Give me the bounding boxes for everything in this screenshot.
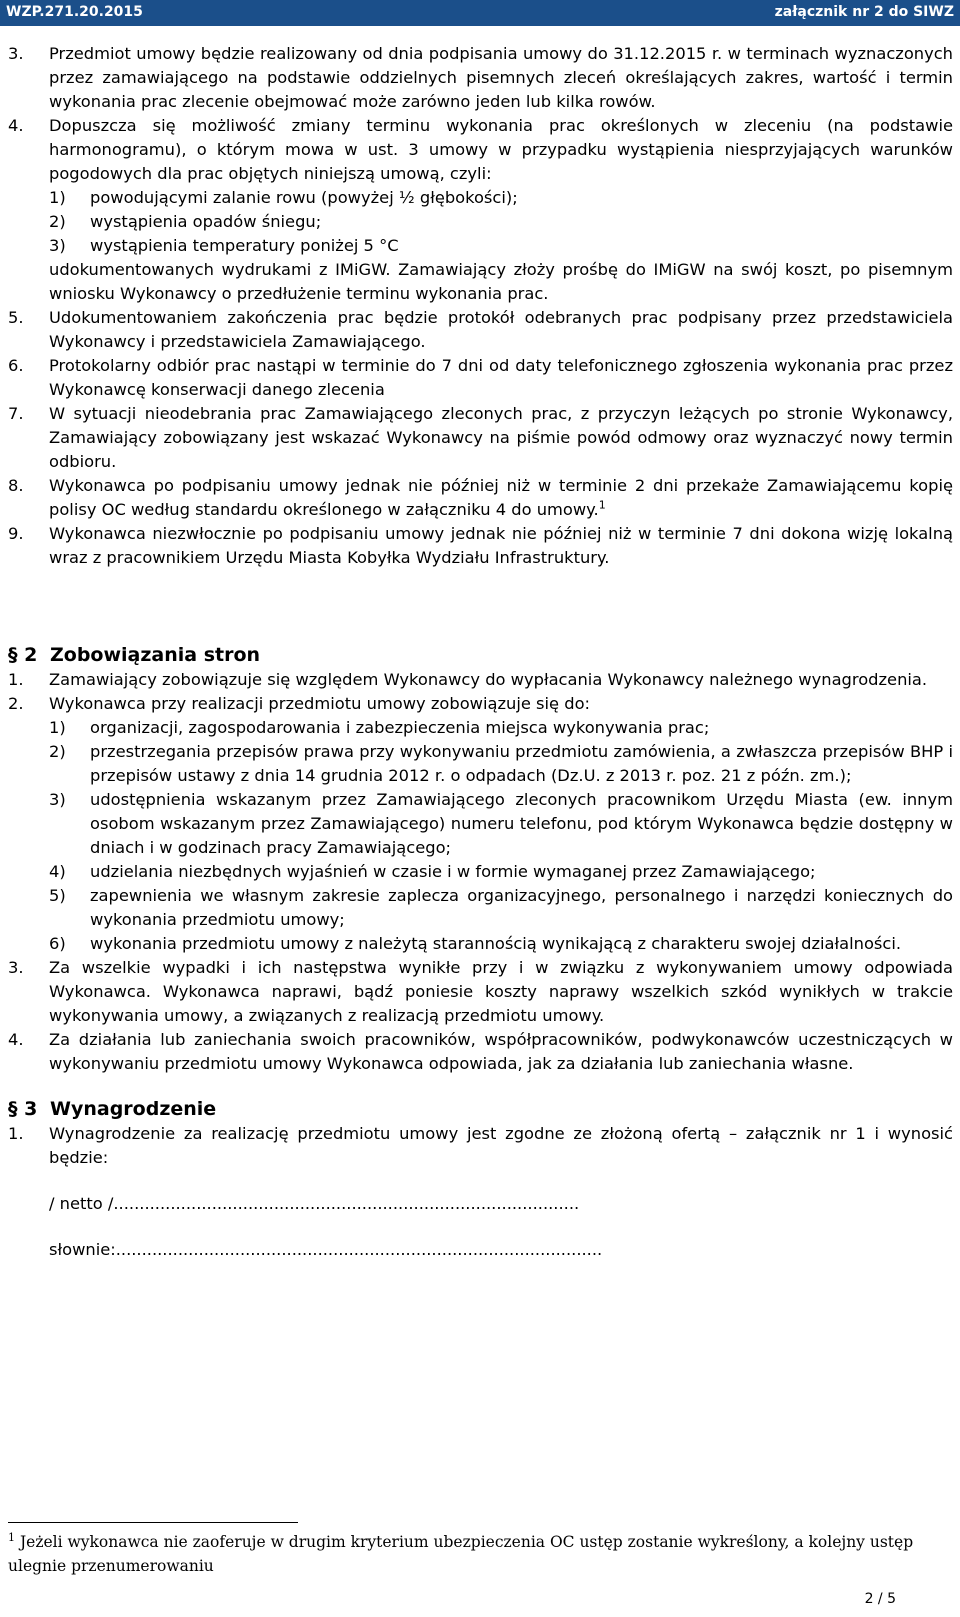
- clause-7: [8, 402, 953, 474]
- section-2-subitem-1: [49, 716, 953, 740]
- clause-text: Wykonawca po podpisaniu umowy jednak nie później niż w terminie 2 dni przekaże Zamawiającemu kopię polisy OC według standardu określonego w załączniku 4 do umowy.: [49, 476, 953, 519]
- clause-4: [8, 114, 953, 186]
- subitem-text: zapewnienia we własnym zakresie zaplecza organizacyjnego, personalnego i narzędzi koniecznych do wykonania przedmiotu umowy;: [90, 886, 953, 929]
- clause-9: [8, 522, 953, 570]
- subitem-text: organizacji, zagospodarowania i zabezpieczenia miejsca wykonywania prac;: [90, 718, 710, 737]
- section-2-subitem-6: [49, 932, 953, 956]
- subitem-number: 1): [49, 188, 66, 207]
- clause-text: Zamawiający zobowiązuje się względem Wykonawcy do wypłacania Wykonawcy należnego wynagrodzenia.: [49, 670, 928, 689]
- section-symbol: § 3: [8, 1098, 38, 1120]
- section-2-clause-1: [8, 668, 953, 692]
- section-2-clause-2: [8, 692, 953, 716]
- netto-amount-line: / netto /..........................................................................................: [49, 1194, 580, 1213]
- attachment-label: załącznik nr 2 do SIWZ: [774, 4, 954, 20]
- clause-text: Wykonawca przy realizacji przedmiotu umowy zobowiązuje się do:: [49, 694, 591, 713]
- subitem-number: 3): [49, 790, 66, 809]
- section-2-subitem-2: [49, 740, 953, 788]
- clause-text: Wynagrodzenie za realizację przedmiotu umowy jest zgodne ze złożoną ofertą – załącznik nr 1 i wynosić będzie:: [49, 1124, 953, 1167]
- clause-number: 3.: [8, 958, 24, 977]
- clause-number: 5.: [8, 308, 24, 327]
- clause-number: 6.: [8, 356, 24, 375]
- subitem-text: udostępnienia wskazanym przez Zamawiającego zleconych pracownikom Urzędu Miasta (ew. innym osobom wskazanym przez Zamawiającego) numeru telefonu, pod którym Wykonawca będzie dostępny w dniach i w godzinach pracy Zamawiającego;: [90, 790, 953, 857]
- document-reference: WZP.271.20.2015: [6, 4, 143, 20]
- amount-in-words-line: słownie:..............................................................................................: [49, 1240, 603, 1259]
- clause-number: 1.: [8, 670, 24, 689]
- clause-number: 9.: [8, 524, 24, 543]
- subitem-number: 3): [49, 236, 66, 255]
- subitem-number: 4): [49, 862, 66, 881]
- clause-number: 8.: [8, 476, 24, 495]
- footnote-number: 1: [8, 1530, 15, 1544]
- section-2-subitem-4: [49, 860, 953, 884]
- subitem-text: wystąpienia opadów śniegu;: [90, 212, 322, 231]
- clause-text: Za działania lub zaniechania swoich pracowników, współpracowników, podwykonawców uczestniczących w wykonywaniu przedmiotu umowy Wykonawca odpowiada, jak za działania lub zaniechania własne.: [49, 1030, 953, 1073]
- footnote-text: Jeżeli wykonawca nie zaoferuje w drugim kryterium ubezpieczenia OC ustęp zostanie wykreślony, a kolejny ustęp ulegnie przenumerowaniu: [8, 1533, 914, 1575]
- clause-text: Protokolarny odbiór prac nastąpi w terminie do 7 dni od daty telefonicznego zgłoszenia wykonania prac przez Wykonawcę konserwacji danego zlecenia: [49, 356, 953, 399]
- section-2-clause-3: [8, 956, 953, 1028]
- clause-4-subitem-1: [49, 186, 953, 210]
- clause-number: 2.: [8, 694, 24, 713]
- clause-number: 3.: [8, 44, 24, 63]
- section-2-subitem-5: [49, 884, 953, 932]
- subitem-number: 1): [49, 718, 66, 737]
- clause-number: 1.: [8, 1124, 24, 1143]
- subitem-text: wystąpienia temperatury poniżej 5 °C: [90, 236, 399, 255]
- subitem-number: 5): [49, 886, 66, 905]
- clause-5: [8, 306, 953, 354]
- section-title: Wynagrodzenie: [50, 1098, 217, 1120]
- clause-4-subitem-2: [49, 210, 953, 234]
- clause-3: [8, 42, 953, 114]
- section-2-clause-4: [8, 1028, 953, 1076]
- clause-text: Wykonawca niezwłocznie po podpisaniu umowy jednak nie później niż w terminie 7 dni dokona wizję lokalną wraz z pracownikiem Urzędu Miasta Kobyłka Wydziału Infrastruktury.: [49, 524, 953, 567]
- subitem-text: powodującymi zalanie rowu (powyżej ½ głębokości);: [90, 188, 518, 207]
- clause-text: W sytuacji nieodebrania prac Zamawiającego zleconych prac, z przyczyn leżących po stronie Wykonawcy, Zamawiający zobowiązany jest wskazać Wykonawcy na piśmie powód odmowy oraz wyznaczyć nowy termin odbioru.: [49, 404, 953, 471]
- clause-number: 4.: [8, 1030, 24, 1049]
- subitem-number: 2): [49, 212, 66, 231]
- section-3-heading: [8, 1096, 953, 1122]
- document-header-bar: [0, 0, 960, 26]
- clause-text: Przedmiot umowy będzie realizowany od dnia podpisania umowy do 31.12.2015 r. w terminach wyznaczonych przez zamawiającego na podstawie oddzielnych pisemnych zleceń określających zakres, wartość i termin wykonania prac zlecenie obejmować może zarówno jeden lub kilka rowów.: [49, 44, 953, 111]
- footnote: [8, 1530, 928, 1578]
- clause-number: 4.: [8, 116, 24, 135]
- subitem-number: 6): [49, 934, 66, 953]
- page-number: 2 / 5: [864, 1591, 896, 1607]
- footnote-separator: [8, 1522, 298, 1523]
- clause-4-subitem-3: [49, 234, 953, 258]
- subitem-number: 2): [49, 742, 66, 761]
- section-2-subitem-3: [49, 788, 953, 860]
- clause-text: Dopuszcza się możliwość zmiany terminu wykonania prac określonych w zleceniu (na podstawie harmonogramu), o którym mowa w ust. 3 umowy w przypadku wystąpienia niesprzyjających warunków pogodowych dla prac objętych niniejszą umową, czyli:: [49, 116, 953, 183]
- clause-4-tail: udokumentowanych wydrukami z IMiGW. Zamawiający złoży prośbę do IMiGW na swój koszt, po pisemnym wniosku Wykonawcy o przedłużenie terminu wykonania prac.: [49, 260, 953, 303]
- subitem-text: przestrzegania przepisów prawa przy wykonywaniu przedmiotu zamówienia, a zwłaszcza przepisów BHP i przepisów ustawy z dnia 14 grudnia 2012 r. o odpadach (Dz.U. z 2013 r. poz. 21 z późn. zm.);: [90, 742, 953, 785]
- clause-text: Udokumentowaniem zakończenia prac będzie protokół odebranych prac podpisany przez przedstawiciela Wykonawcy i przedstawiciela Zamawiającego.: [49, 308, 953, 351]
- section-2-heading: [8, 642, 953, 668]
- section-title: Zobowiązania stron: [50, 644, 261, 666]
- subitem-text: udzielania niezbędnych wyjaśnień w czasie i w formie wymaganej przez Zamawiającego;: [90, 862, 816, 881]
- clause-8: [8, 474, 953, 522]
- clause-6: [8, 354, 953, 402]
- section-3-clause-1: [8, 1122, 953, 1170]
- footnote-reference[interactable]: 1: [598, 498, 606, 512]
- subitem-text: wykonania przedmiotu umowy z należytą starannością wynikającą z charakteru swojej działalności.: [90, 934, 902, 953]
- clause-text: Za wszelkie wypadki i ich następstwa wynikłe przy i w związku z wykonywaniem umowy odpowiada Wykonawca. Wykonawca naprawi, bądź poniesie koszty naprawy wszelkich szkód wynikłych w trakcie wykonywania umowy, a związanych z realizacją przedmiotu umowy.: [49, 958, 953, 1025]
- document-page: [8, 42, 953, 1262]
- section-symbol: § 2: [8, 644, 38, 666]
- clause-number: 7.: [8, 404, 24, 423]
